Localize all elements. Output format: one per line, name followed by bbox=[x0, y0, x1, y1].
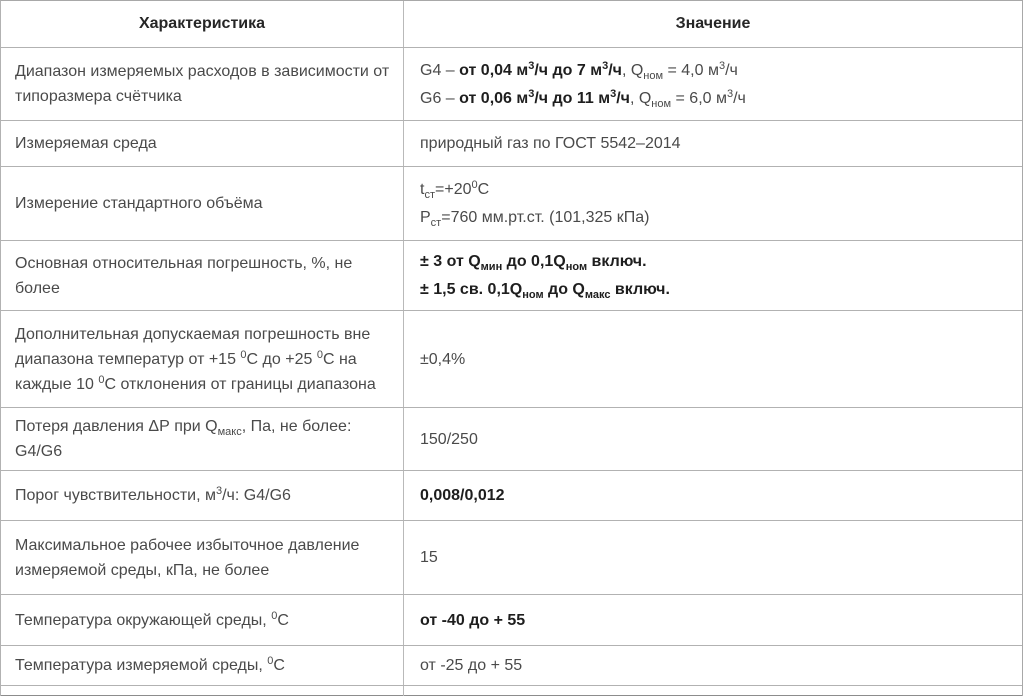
value-cell: $t_{ст}=+20^0С$ $Р_{ст}=760$ мм.рт.ст. (101,325 кПа) bbox=[420, 179, 650, 229]
value-cell: G4 – от 0,04 $м^3/ч$ до 7 $м^3/ч$, $Q_{ном} = 4,0$ $м^3/ч$ G6 – от 0,06 $м^3/ч$ до 11 $м^3/ч$, $Q_{ном} = 6,0$ $м^3/ч$ bbox=[420, 59, 746, 110]
value-cell: 150/250 bbox=[420, 430, 478, 448]
table-row-relative-error bbox=[1, 241, 1022, 311]
spec-table-rows bbox=[1, 48, 1022, 686]
table-row-sensitivity-threshold bbox=[1, 471, 1022, 521]
table-row-measured-medium bbox=[1, 121, 1022, 167]
characteristic-cell: Температура измеряемой среды, $^0$С bbox=[1, 646, 404, 685]
table-row-max-working-pressure bbox=[1, 521, 1022, 595]
table-row-measured-medium-temperature bbox=[1, 646, 1022, 686]
characteristic-cell: Основная относительная погрешность, %, не более bbox=[1, 241, 404, 310]
characteristic-cell: Измерение стандартного объёма bbox=[1, 167, 404, 240]
value-cell: 15 bbox=[420, 549, 438, 566]
value-cell: от -25 до + 55 bbox=[420, 657, 523, 674]
characteristic-cell: Дополнительная допускаемая погрешность вне диапазона температур от +15 $^0$С до +25 $^0$С на каждые 10 $^0$С отклонения от границы диапазона bbox=[1, 311, 404, 407]
value-cell: ± 3 от $Q_{мин}$ до $0,1Q_{ном}$ включ. ± 1,5 св. $0,1Q_{ном}$ до $Q_{макс}$ включ. bbox=[420, 253, 670, 301]
value-cell: ±0,4% bbox=[420, 350, 466, 368]
table-row-pressure-loss bbox=[1, 408, 1022, 471]
characteristic-cell: Максимальное рабочее избыточное давление измеряемой среды, кПа, не более bbox=[1, 521, 404, 594]
table-row-additional-error bbox=[1, 311, 1022, 408]
table-row-ambient-temperature bbox=[1, 595, 1022, 646]
table-row-partial bbox=[1, 686, 1022, 696]
table-row-standard-volume bbox=[1, 167, 1022, 241]
characteristic-cell bbox=[1, 686, 404, 696]
characteristic-cell: Порог чувствительности, $м^3/ч$: G4/G6 bbox=[1, 471, 404, 520]
value-cell: 0,008/0,012 bbox=[420, 487, 505, 504]
table-row-flow-range bbox=[1, 48, 1022, 121]
value-cell: природный газ по ГОСТ 5542–2014 bbox=[420, 135, 681, 152]
characteristic-cell: Диапазон измеряемых расходов в зависимости от типоразмера счётчика bbox=[1, 48, 404, 120]
value-cell: от -40 до + 55 bbox=[420, 611, 526, 629]
characteristic-cell: Измеряемая среда bbox=[1, 121, 404, 166]
characteristic-cell: Потеря давления ΔР при $Q_{макс}$, Па, не более: G4/G6 bbox=[1, 408, 404, 470]
table-header-row bbox=[1, 1, 1022, 48]
characteristic-cell: Температура окружающей среды, $^0$С bbox=[1, 595, 404, 645]
column-header-characteristic: Характеристика bbox=[1, 1, 404, 47]
value-cell bbox=[404, 686, 1022, 696]
column-header-value: Значение bbox=[675, 15, 751, 32]
